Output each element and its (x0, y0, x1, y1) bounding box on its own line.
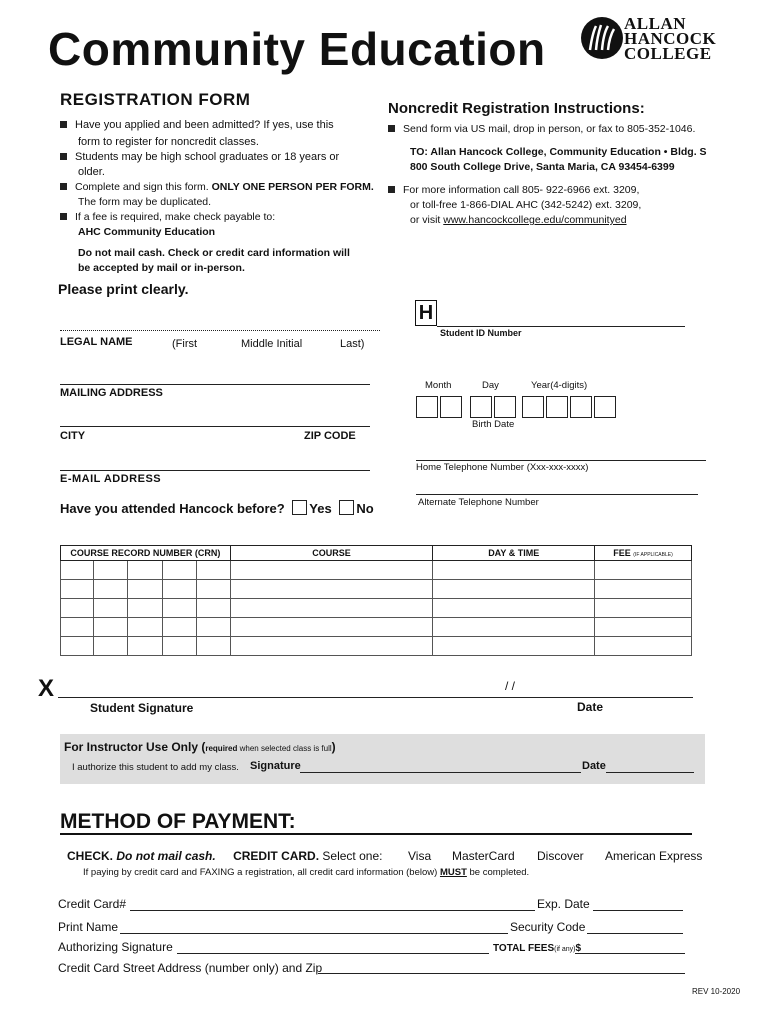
student-id-label: Student ID Number (440, 328, 522, 338)
attended-no-checkbox[interactable] (339, 500, 354, 515)
option-visa[interactable]: Visa (408, 849, 432, 863)
payment-heading: METHOD OF PAYMENT: (60, 810, 296, 833)
student-signature-label: Student Signature (90, 701, 194, 715)
day-time-header: DAY & TIME (433, 546, 595, 561)
birth-year-digit-3[interactable] (570, 396, 592, 418)
instructor-section (60, 734, 705, 784)
birth-year-digit-2[interactable] (546, 396, 568, 418)
option-american-express[interactable]: American Express (605, 849, 703, 863)
exp-date-field[interactable] (593, 910, 683, 911)
middle-initial-label: Middle Initial (241, 338, 303, 350)
alt-phone-field[interactable] (416, 494, 698, 495)
street-address-label: Credit Card Street Address (number only) and Zip (58, 961, 323, 975)
birth-date-label: Birth Date (472, 419, 515, 430)
payment-heading-rule (60, 833, 692, 835)
instructions-text: Send form via US mail, drop in person, or fax to 805-352-1046. TO: Allan Hancock College, Community Education • Bldg. S 800 South College Drive, Santa Maria, CA 93454-6399 For more information call 805- 922-6966 ext. 3209, or toll-free 1-866-DIAL AHC (342-5242) ext. 3209, or visit www.hancockcollege.edu/communityed (388, 122, 728, 228)
birth-year-digit-1[interactable] (522, 396, 544, 418)
instructor-heading: For Instructor Use Only (required when selected class is full) (64, 740, 336, 754)
city-zip-field[interactable] (60, 426, 370, 427)
table-row (61, 637, 692, 656)
security-code-field[interactable] (587, 933, 683, 934)
street-address-field[interactable] (318, 973, 685, 974)
student-id-field[interactable] (437, 326, 685, 327)
student-signature-field[interactable] (58, 697, 693, 698)
instructor-date-field[interactable] (606, 772, 694, 773)
birth-month-digit-2[interactable] (440, 396, 462, 418)
month-label: Month (425, 380, 452, 391)
option-discover[interactable]: Discover (537, 849, 584, 863)
authorizing-signature-field[interactable] (177, 953, 489, 954)
table-row (61, 618, 692, 637)
legal-name-field[interactable] (60, 330, 380, 331)
community-ed-link[interactable]: www.hancockcollege.edu/communityed (443, 214, 627, 226)
birth-year-digit-4[interactable] (594, 396, 616, 418)
print-name-label: Print Name (58, 920, 119, 934)
authorizing-signature-label: Authorizing Signature (58, 940, 173, 954)
page-title: Community Education (48, 23, 546, 75)
date-slashes: / / (505, 679, 516, 693)
print-clearly-note: Please print clearly. (58, 281, 189, 297)
email-field[interactable] (60, 470, 370, 471)
birth-day-digit-2[interactable] (494, 396, 516, 418)
fax-note: If paying by credit card and FAXING a registration, all credit card information (below) MUST be completed. (83, 867, 530, 878)
legal-name-label: LEGAL NAME (60, 336, 133, 348)
alt-phone-label: Alternate Telephone Number (418, 497, 539, 508)
zip-code-label: ZIP CODE (304, 430, 356, 442)
revision-label: REV 10-2020 (692, 987, 741, 996)
attended-yes-checkbox[interactable] (292, 500, 307, 515)
table-row (61, 561, 692, 580)
option-mastercard[interactable]: MasterCard (452, 849, 515, 863)
email-label: E-MAIL ADDRESS (60, 473, 162, 485)
security-code-label: Security Code (510, 920, 586, 934)
signature-x-mark: X (38, 675, 55, 702)
home-phone-label: Home Telephone Number (Xxx-xxx-xxxx) (416, 462, 589, 473)
mailing-address-label: MAILING ADDRESS (60, 387, 163, 399)
college-seal-icon (580, 16, 624, 60)
instructor-authorize-text: I authorize this student to add my class. (72, 762, 239, 773)
last-name-label: Last) (340, 338, 365, 350)
course-table (60, 545, 692, 656)
city-label: CITY (60, 430, 86, 442)
registration-heading: REGISTRATION FORM (60, 90, 251, 109)
day-label: Day (482, 380, 499, 391)
student-id-prefix: H (415, 300, 437, 326)
exp-date-label: Exp. Date (537, 897, 590, 911)
birth-day-digit-1[interactable] (470, 396, 492, 418)
signature-date-label: Date (577, 700, 604, 714)
instructor-date-label: Date (582, 760, 606, 772)
instructor-signature-label: Signature (250, 760, 301, 772)
attended-question: Have you attended Hancock before? Yes No (60, 501, 374, 516)
registration-bullets: Have you applied and been admitted? If yes, use this form to register for noncredit classes. Students may be high school graduates or 18 years or older. Complete and sign this form. ONLY ONE PERSON PER FORM. The form may be duplicated. If a fee is required, make check payable to: AHC Community Education Do not mail cash. Check or credit card information will be accepted by mail or in-person. (60, 118, 380, 276)
first-name-label: (First (172, 338, 198, 350)
college-logo-text: ALLAN HANCOCK COLLEGE (624, 14, 717, 63)
total-fees-label: TOTAL FEES(if any)$ (493, 943, 582, 954)
instructor-signature-field[interactable] (300, 772, 581, 773)
credit-card-number-field[interactable] (130, 910, 535, 911)
print-name-field[interactable] (120, 933, 508, 934)
instructions-heading: Noncredit Registration Instructions: (388, 100, 645, 117)
home-phone-field[interactable] (416, 460, 706, 461)
fee-header: FEE (IF APPLICABLE) (595, 546, 692, 561)
year-label: Year(4-digits) (531, 380, 588, 391)
credit-card-number-label: Credit Card# (58, 897, 127, 911)
crn-header: COURSE RECORD NUMBER (CRN) (61, 546, 231, 561)
course-header: COURSE (230, 546, 433, 561)
table-row (61, 580, 692, 599)
table-row (61, 599, 692, 618)
payment-options-row: CHECK. Do not mail cash. CREDIT CARD. Select one: (67, 849, 383, 863)
birth-month-digit-1[interactable] (416, 396, 438, 418)
total-fees-field[interactable] (575, 953, 685, 954)
mailing-address-field[interactable] (60, 384, 370, 385)
